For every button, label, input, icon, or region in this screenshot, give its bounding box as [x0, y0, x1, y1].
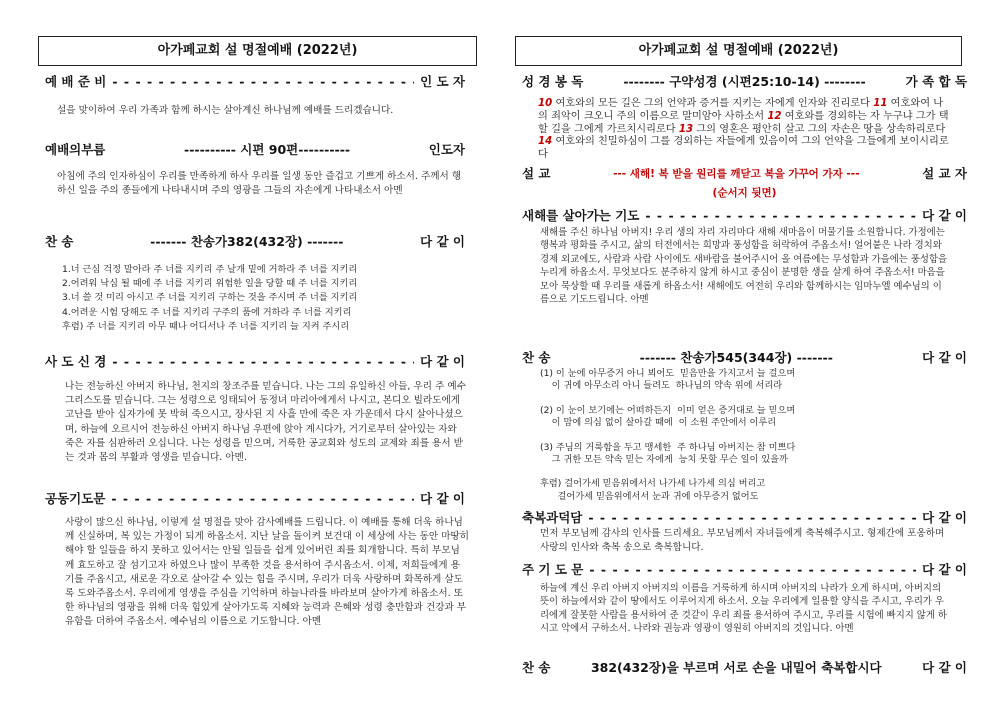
section-label: 찬 송	[522, 350, 551, 365]
section-label: 공동기도문	[45, 491, 106, 506]
section-leader: 다 같 이	[420, 234, 465, 249]
section-lords-prayer-header	[522, 560, 967, 578]
section-newyear-prayer-header	[522, 206, 967, 224]
section-label: 찬 송	[45, 234, 74, 249]
section-lords-prayer-body: 하늘에 계신 우리 아버지 아버지의 이름을 거룩하게 하시며 아버지의 나라가 오게 하시며, 아버지의 뜻이 하늘에서와 같이 땅에서도 이루어지게 하소서. 오늘 우리에게 일용할 양식을 주시고, 우리가 우리에게 잘못한 사람을 용서하여 준 것같이 우리 죄를 용서하여 주시고, 우리를 시험에 빠지지 않게 하시고 악에서 구하소서. 나라와 권능과 영광이 영원히 아버지의 것입니다. 아멘	[540, 583, 947, 635]
section-hymn2-header	[522, 348, 967, 366]
section-label: 예배의부름	[45, 142, 106, 157]
section-label: 설 교	[522, 166, 551, 181]
section-blessing-body: 먼저 부모님께 감사의 인사를 드리세요. 부모님께서 자녀들에게 축복해주시고. 형제간에 포옹하며 사랑의 인사와 축복 송으로 축복합니다.	[540, 528, 945, 554]
section-newyear-prayer-body: 새해를 주신 하나님 아버지! 우리 생의 자리 자리마다 새해 새마음이 머물기를 소원합니다. 가정에는 행복과 평화를 주시고, 삶의 터전에서는 희망과 풍성함을 허락하여 주옵소서! 얼어붙은 나라 경치와 경제 외교에도, 사람과 사람 사이에도 새바람을 불어주시어 올 여름에는 무성함과 가을에는 풍성함을 누리게 하옵소서. 무엇보다도 분주하지 않게 하시고 중심이 분명한 생을 살게 하여 주옵소서! 마음을 모아 묵상할 때 우리를 새롭게 하옵소서! 새해에도 여전히 우리와 함께하시는 임마누엘 예수님의 이름으로 기도드립니다. 아멘	[540, 227, 948, 306]
section-leader: 다 같 이	[922, 510, 967, 525]
section-reference: -------- 구약성경 (시편25:10-14) --------	[623, 74, 866, 89]
section-leader: 다 같 이	[922, 208, 967, 223]
right-page-title: 아가페교회 설 명절예배 (2022년)	[515, 36, 962, 66]
section-preparation-body: 설을 맞이하여 우리 가족과 함께 하시는 살아계신 하나님께 예배를 드리겠습니다.	[57, 105, 394, 116]
section-leader: 설 교 자	[922, 166, 967, 181]
section-scripture-header	[522, 72, 967, 90]
section-leader: 다 같 이	[420, 354, 465, 369]
closing-instruction: 382(432장)을 부르며 서로 손을 내밀어 축복합시다	[590, 660, 882, 675]
section-preparation-header	[45, 72, 465, 90]
section-prayer-body: 사랑이 많으신 하나님, 이렇게 설 명절을 맞아 감사예배를 드립니다. 이 예배를 통해 더욱 하나님께 신실하며, 복 있는 가정이 되게 하옵소서. 지난 날을 돌이켜 보건대 이 세상에 사는 동안 마땅히 해야 할 일들을 하지 못하고 있어서는 안될 일들을 쉽게 있어버린 죄를 회개합니다. 특히 부모님께 효도하고 잘 섬기고자 하였으나 많이 부족한 것을 용서하여 주시옵소서. 이제, 저희들에게 용기를 주옵시고, 새로운 각오로 살아갈 수 있는 힘을 주시며, 우리가 더욱 사랑하며 화목하게 살도록 도와주옵소서. 우리에게 영생을 주심을 기억하며 하늘나라를 바라보며 살아가게 하옵소서. 또한 하나님의 영광을 위해 더욱 힘있게 살아가도록 지혜와 능력과 은혜와 성령 충만함과 건강과 부유함을 더하여 주옵소서. 예수님의 이름으로 기도합니다. 아멘	[65, 517, 470, 628]
section-hymn2-body: (1) 이 눈에 아무증거 아니 뵈어도 믿음만을 가지고서 늘 걸으며 이 귀에 아무소리 아니 들려도 하나님의 약속 위에 서리라 (2) 이 눈이 보기에는 어떠하든지 이미 얻은 증거대로 늘 믿으며 이 맘에 의심 없이 살아갈 때에 이 소원 주안에서 이루리 (3) 주님의 거룩함을 두고 맹세한 주 하나님 아버지는 참 미쁘다 그 귀한 모든 약속 믿는 자에게 능치 못할 무슨 일이 있을까 후렴) 걸어가세 믿음위에서서 나가세 나가세 의심 버리고 걸어가세 믿음위에서서 눈과 귀에 아무증거 없어도	[540, 368, 796, 502]
section-label: 주 기 도 문	[522, 562, 584, 577]
section-blessing-header	[522, 508, 967, 526]
section-leader: 다 같 이	[420, 491, 465, 506]
section-call-header	[45, 140, 465, 158]
section-creed-body: 나는 전능하신 아버지 하나님, 천지의 창조주를 믿습니다. 나는 그의 유일하신 아들, 우리 주 예수 그리스도를 믿습니다. 그는 성령으로 잉태되어 동정녀 마리아에게서 나시고, 본디오 빌라도에게 고난을 받아 십자가에 못 박혀 죽으시고, 장사된 지 사흘 만에 죽은 자 가운데서 다시 살아나셨으며, 하늘에 오르시어 전능하신 아버지 하나님 우편에 앉아 계시다가, 거기로부터 살아있는 자와 죽은 자를 심판하러 오십니다. 나는 성령을 믿으며, 거룩한 공교회와 성도의 교제와 죄를 용서 받는 것과 몸의 부활과 영생을 믿습니다. 아멘.	[65, 381, 466, 464]
section-leader: 다 같 이	[922, 350, 967, 365]
section-call-body: 아침에 주의 인자하심이 우리를 만족하게 하사 우리를 일생 동안 즐겁고 기쁘게 하소서. 주께서 행하신 일을 주의 종들에게 나타내시며 주의 영광을 그들의 자손에게 나타내소서 아멘	[57, 171, 462, 197]
sermon-note: (순서지 뒷면)	[712, 187, 777, 199]
sermon-title: --- 새해! 복 받을 원리를 깨닫고 복을 가꾸어 가자 ---	[613, 167, 860, 180]
section-hymn-body: 1.너 근심 걱정 말아라 주 너를 지키리 주 날개 밑에 거하라 주 너를 지키리 2.어려워 낙심 될 때에 주 너를 지키리 위험한 일을 당할 때 주 너를 지키리 3.너 쓸 것 미리 아시고 주 너를 지키리 구하는 것을 주시며 주 너를 지키리 4.어려운 시험 당해도 주 너를 지키리 구주의 품에 거하라 주 너를 지키리 후렴) 주 너를 지키리 아무 때나 어디서나 주 너를 지키리 늘 지켜 주시리	[62, 264, 358, 332]
section-reference: ---------- 시편 90편----------	[184, 142, 351, 157]
section-reference: ------- 찬송가545(344장) -------	[639, 350, 833, 365]
section-leader: 인도자	[428, 142, 465, 157]
section-reference: ------- 찬송가382(432장) -------	[150, 234, 344, 249]
section-closing-hymn-header	[522, 658, 967, 676]
section-leader: 가 족 합 독	[905, 74, 967, 89]
left-page-title: 아가페교회 설 명절예배 (2022년)	[38, 36, 477, 66]
section-hymn-header	[45, 232, 465, 250]
section-label: 사 도 신 경	[45, 354, 107, 369]
section-label: 성 경 봉 독	[522, 74, 584, 89]
section-sermon-header	[522, 164, 967, 182]
section-leader: 다 같 이	[922, 562, 967, 577]
section-prayer-header	[45, 489, 465, 507]
section-creed-header	[45, 352, 465, 370]
section-leader: 인 도 자	[420, 74, 465, 89]
section-label: 새해를 살아가는 기도	[522, 208, 640, 223]
section-leader: 다 같 이	[922, 660, 967, 675]
section-label: 축복과덕담	[522, 510, 583, 525]
section-label: 찬 송	[522, 660, 551, 675]
section-label: 예 배 준 비	[45, 74, 107, 89]
section-scripture-body: 10 여호와의 모든 길은 그의 언약과 증거를 지키는 자에게 인자와 진리로다 11 여호와여 나의 죄악이 크오니 주의 이름으로 말미암아 사하소서 12 여호와를 경외하는 자 누구냐 그가 택할 길을 그에게 가르치시리로다 13 그의 영혼은 평안히 살고 그의 자손은 땅을 상속하리로다 14 여호와의 친밀하심이 그를 경외하는 자들에게 있음이여 그의 언약을 그들에게 보이시리로다	[538, 98, 949, 161]
